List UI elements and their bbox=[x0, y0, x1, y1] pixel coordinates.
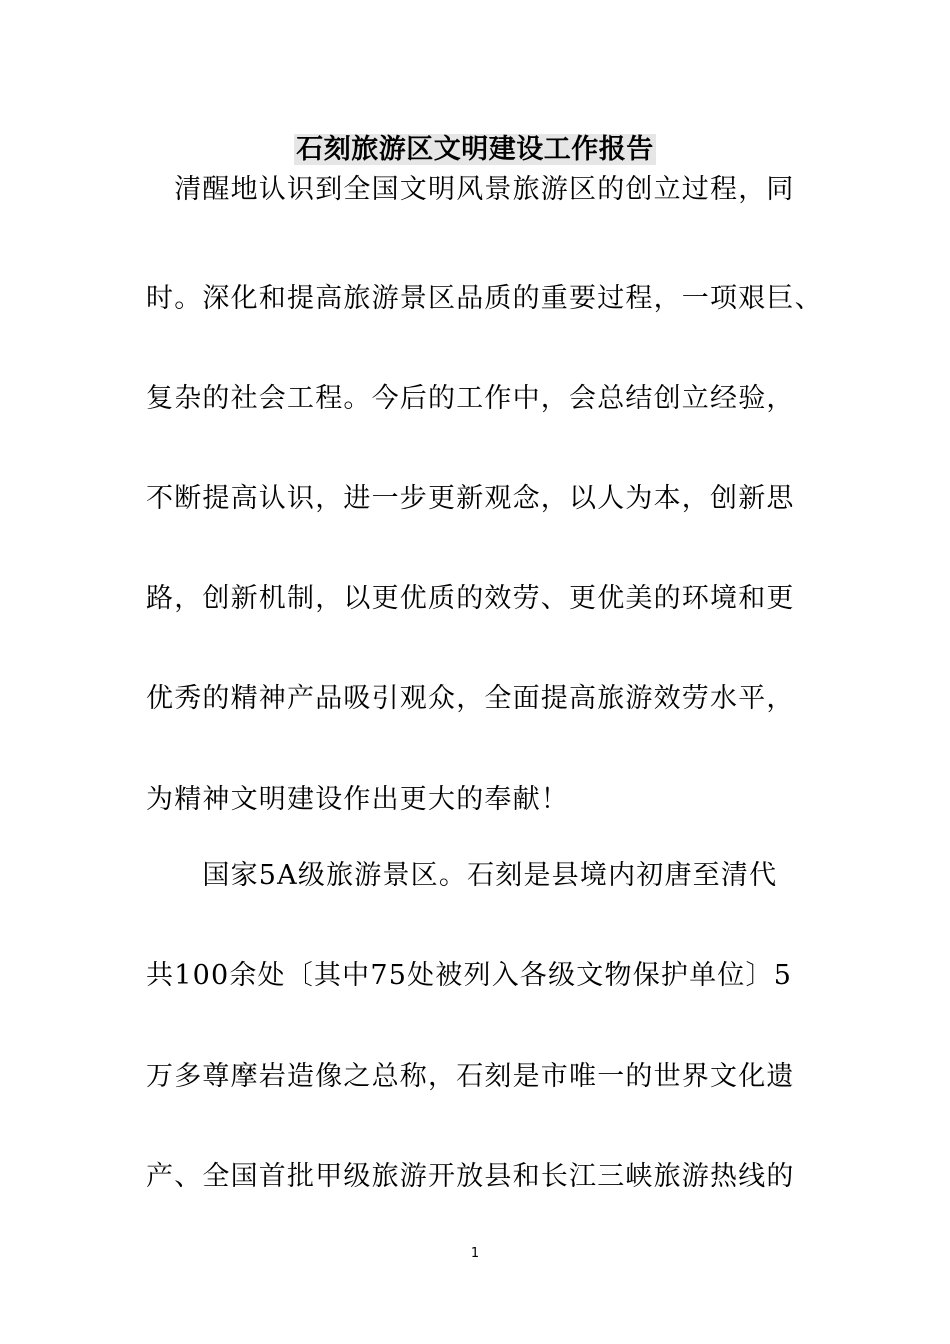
body-line-2: 时。深化和提高旅游景区品质的重要过程，一项艰巨、 bbox=[146, 283, 823, 314]
body-line-11: 产、全国首批甲级旅游开放县和长江三峡旅游热线的 bbox=[146, 1161, 795, 1192]
body-line-8: 国家5A级旅游景区。石刻是县境内初唐至清代 bbox=[146, 860, 778, 891]
body-line-4: 不断提高认识，进一步更新观念，以人为本，创新思 bbox=[146, 483, 795, 514]
body-line-10: 万多尊摩岩造像之总称，石刻是市唯一的世界文化遗 bbox=[146, 1061, 795, 1092]
body-line-9: 共100余处〔其中75处被列入各级文物保护单位〕5 bbox=[146, 960, 793, 991]
body-line-3: 复杂的社会工程。今后的工作中，会总结创立经验， bbox=[146, 383, 795, 414]
document-title bbox=[0, 130, 950, 170]
document-title-text: 石刻旅游区文明建设工作报告 bbox=[296, 134, 654, 165]
body-line-1: 清醒地认识到全国文明风景旅游区的创立过程，同 bbox=[146, 174, 795, 205]
body-line-5: 路，创新机制，以更优质的效劳、更优美的环境和更 bbox=[146, 583, 795, 614]
body-line-7: 为精神文明建设作出更大的奉献！ bbox=[146, 784, 569, 815]
body-line-6: 优秀的精神产品吸引观众，全面提高旅游效劳水平， bbox=[146, 683, 795, 714]
page-number: 1 bbox=[470, 1246, 480, 1261]
